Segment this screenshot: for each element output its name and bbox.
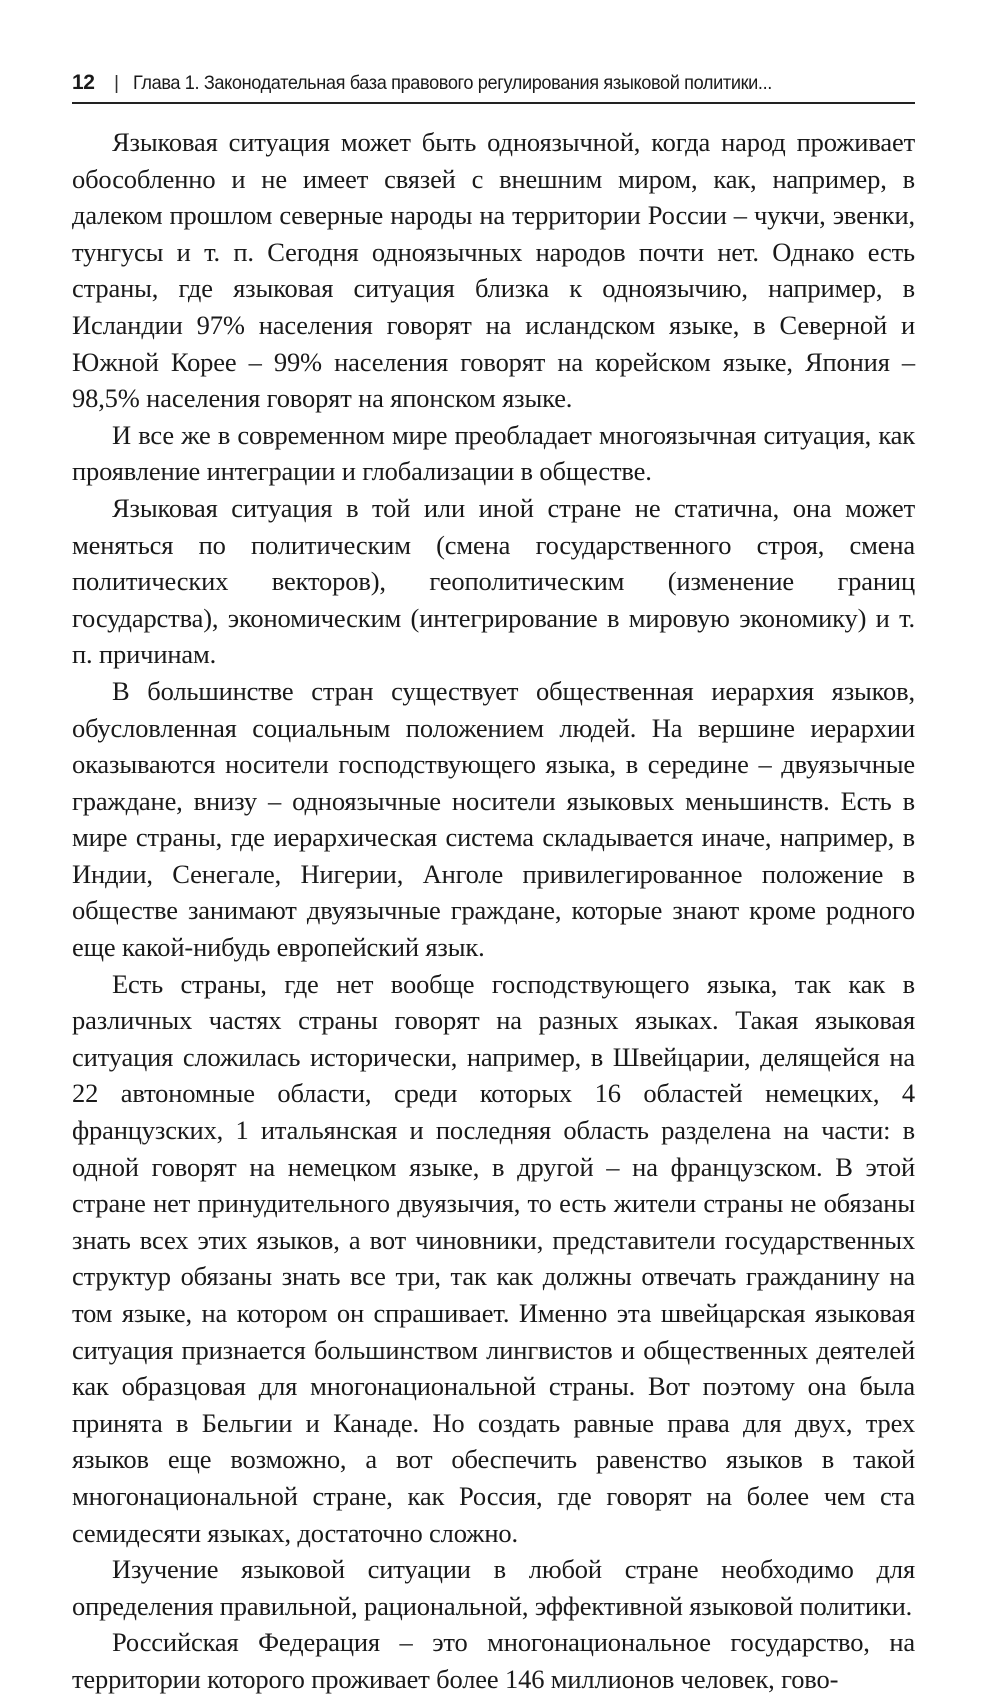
book-page bbox=[72, 68, 915, 1698]
paragraph: Российская Федерация – это многонациональное государство, на территории которого проживает более 146 миллионов человек, гово- bbox=[72, 1627, 915, 1694]
paragraph: И все же в современном мире преобладает многоязычная ситуация, как проявление интеграции и глобализации в обществе. bbox=[72, 419, 915, 487]
paragraph: Языковая ситуация может быть одноязычной, когда народ проживает обособленно и не имеет связей с внешним миром, как, например, в далеком прошлом северные народы на территории России – чукчи, эвенки, тунгусы и т. п. Сегодня одноязычных народов почти нет. Однако есть страны, где языковая ситуация близка к одноязычию, например, в Исландии 97% населения говорят на исландском языке, в Северной и Южной Корее – 99% населения говорят на корейском языке, Япония – 98,5% населения говорят на японском языке. bbox=[72, 127, 915, 414]
paragraph: В большинстве стран существует общественная иерархия языков, обусловленная социальным положением людей. На вершине иерархии оказываются носители господствующего языка, в середине – двуязычные граждане, внизу – одноязычные носители языковых меньшинств. Есть в мире страны, где иерархическая система складывается иначе, например, в Индии, Сенегале, Нигерии, Анголе привилегированное положение в обществе занимают двуязычные граждане, которые знают кроме родного еще какой-нибудь европейский язык. bbox=[72, 675, 915, 963]
paragraph: Есть страны, где нет вообще господствующего языка, так как в различных частях страны говорят на разных языках. Такая языковая ситуация сложилась исторически, например, в Швейцарии, делящейся на 22 автономные области, среди которых 16 областей немецких, 4 французских, 1 итальянская и последняя область разделена на части: в одной говорят на немецком языке, в другой – на французском. В этой стране нет принудительного двуязычия, то есть жители страны не обязаны знать всех этих языков, а вот чиновники, представители государственных структур обязаны знать все три, так как должны отвечать гражданину на том языке, на котором он спрашивает. Именно эта швейцарская языковая ситуация признается большинством лингвистов и общественных деятелей как образцовая для многонациональной страны. Вот поэтому она была принята в Бельгии и Канаде. Но создать равные права для двух, трех языков еще возможно, а вот обеспечить равенство языков в такой многонациональной стране, как Россия, где говорят на более чем ста семидесяти языках, достаточно сложно. bbox=[72, 968, 915, 1548]
running-header bbox=[72, 68, 915, 104]
header-divider: | bbox=[114, 72, 119, 94]
paragraph: Изучение языковой ситуации в любой стране необходимо для определения правильной, рациональной, эффективной языковой политики. bbox=[72, 1554, 915, 1621]
chapter-title: Глава 1. Законодательная база правового регулирования языковой политики... bbox=[132, 72, 772, 94]
body-text bbox=[72, 124, 915, 1698]
page-number: 12 bbox=[72, 71, 95, 94]
paragraph: Языковая ситуация в той или иной стране не статична, она может меняться по политическим (смена государственного строя, смена политических векторов), геополитическим (изменение границ государства), экономическим (интегрирование в мировую экономику) и т. п. причинам. bbox=[72, 492, 915, 670]
